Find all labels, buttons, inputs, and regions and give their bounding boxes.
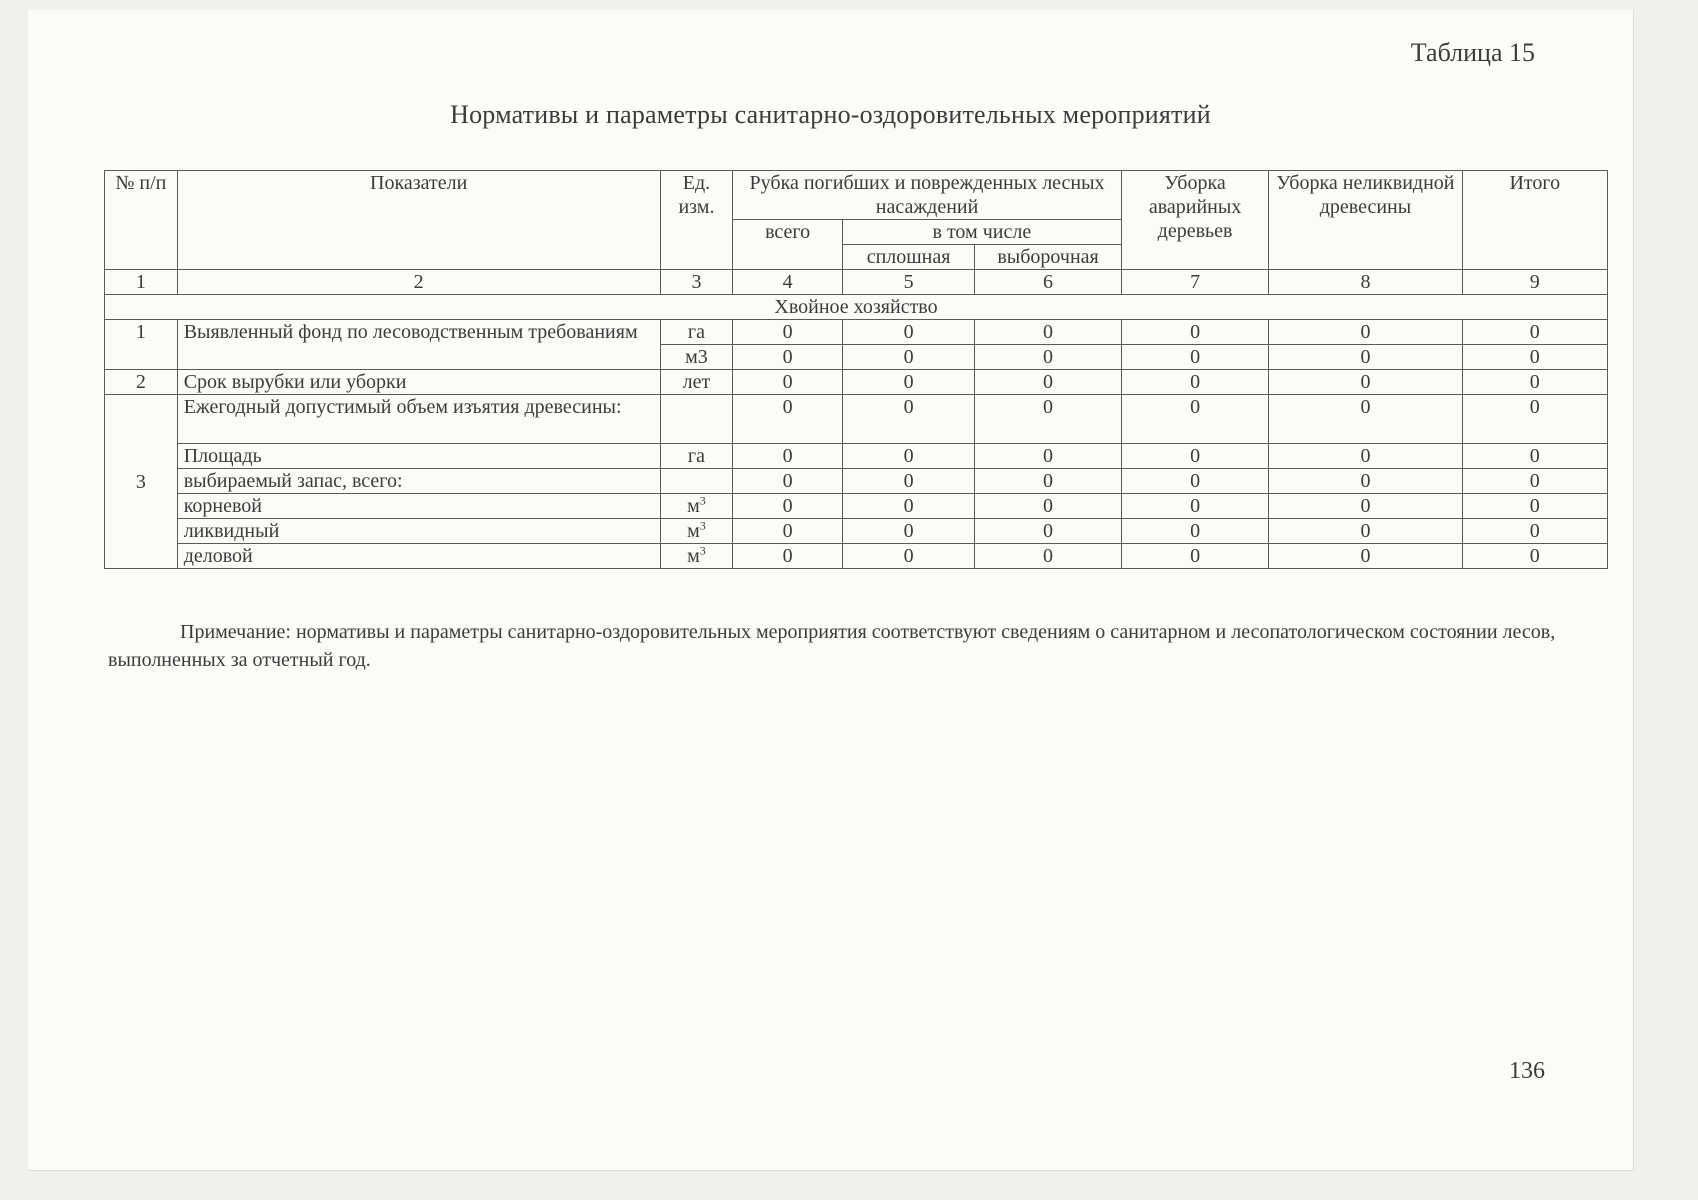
column-number: 8 bbox=[1269, 270, 1462, 295]
table-row bbox=[105, 444, 1608, 469]
row-number: 1 bbox=[105, 320, 178, 370]
column-number: 3 bbox=[660, 270, 733, 295]
value-cell: 0 bbox=[975, 519, 1122, 544]
value-cell: 0 bbox=[975, 320, 1122, 345]
row-indicator: Срок вырубки или уборки bbox=[177, 370, 660, 395]
value-cell: 0 bbox=[842, 544, 974, 569]
row-unit: $м^3$ bbox=[660, 519, 733, 544]
norms-table bbox=[104, 170, 1608, 569]
value-cell: 0 bbox=[1269, 370, 1462, 395]
value-cell: 0 bbox=[733, 494, 843, 519]
value-cell: 0 bbox=[1269, 469, 1462, 494]
value-cell: 0 bbox=[1462, 519, 1607, 544]
value-cell: 0 bbox=[975, 395, 1122, 444]
table-row bbox=[105, 519, 1608, 544]
value-cell: 0 bbox=[975, 370, 1122, 395]
column-number-row bbox=[105, 270, 1608, 295]
value-cell: 0 bbox=[975, 444, 1122, 469]
header-total: всего bbox=[733, 220, 843, 270]
row-unit: лет bbox=[660, 370, 733, 395]
row-unit bbox=[660, 395, 733, 444]
value-cell: 0 bbox=[733, 469, 843, 494]
table-row bbox=[105, 494, 1608, 519]
header-including: в том числе bbox=[842, 220, 1121, 245]
value-cell: 0 bbox=[733, 544, 843, 569]
value-cell: 0 bbox=[842, 519, 974, 544]
value-cell: 0 bbox=[975, 544, 1122, 569]
value-cell: 0 bbox=[842, 320, 974, 345]
value-cell: 0 bbox=[842, 494, 974, 519]
value-cell: 0 bbox=[975, 469, 1122, 494]
value-cell: 0 bbox=[1462, 370, 1607, 395]
header-clear: сплошная bbox=[842, 245, 974, 270]
row-number: 3 bbox=[105, 395, 178, 569]
value-cell: 0 bbox=[1462, 444, 1607, 469]
value-cell: 0 bbox=[1121, 519, 1269, 544]
row-indicator: деловой bbox=[177, 544, 660, 569]
header-illiquid: Уборка неликвидной древесины bbox=[1269, 171, 1462, 270]
table-label: Таблица 15 bbox=[1410, 38, 1535, 67]
value-cell: 0 bbox=[733, 519, 843, 544]
header-unit: Ед. изм. bbox=[660, 171, 733, 270]
value-cell: 0 bbox=[842, 444, 974, 469]
value-cell: 0 bbox=[1269, 395, 1462, 444]
document-title: Нормативы и параметры санитарно-оздоровительных мероприятий bbox=[450, 100, 1211, 129]
row-unit bbox=[660, 469, 733, 494]
header-sum: Итого bbox=[1462, 171, 1607, 270]
table-row bbox=[105, 469, 1608, 494]
value-cell: 0 bbox=[1462, 345, 1607, 370]
column-number: 6 bbox=[975, 270, 1122, 295]
header-emergency: Уборка аварийных деревьев bbox=[1121, 171, 1269, 270]
row-indicator: выбираемый запас, всего: bbox=[177, 469, 660, 494]
value-cell: 0 bbox=[1269, 544, 1462, 569]
value-cell: 0 bbox=[1269, 444, 1462, 469]
value-cell: 0 bbox=[1121, 320, 1269, 345]
row-number: 2 bbox=[105, 370, 178, 395]
value-cell: 0 bbox=[1269, 519, 1462, 544]
row-indicator: Площадь bbox=[177, 444, 660, 469]
value-cell: 0 bbox=[1269, 345, 1462, 370]
value-cell: 0 bbox=[975, 345, 1122, 370]
row-unit: га bbox=[660, 320, 733, 345]
document-page bbox=[28, 10, 1634, 1171]
value-cell: 0 bbox=[1462, 395, 1607, 444]
value-cell: 0 bbox=[1121, 469, 1269, 494]
table-row bbox=[105, 370, 1608, 395]
header-selective: выборочная bbox=[975, 245, 1122, 270]
row-indicator: Выявленный фонд по лесоводственным требованиям bbox=[177, 320, 660, 370]
value-cell: 0 bbox=[733, 444, 843, 469]
row-unit: $м^3$ bbox=[660, 544, 733, 569]
value-cell: 0 bbox=[733, 320, 843, 345]
column-number: 5 bbox=[842, 270, 974, 295]
value-cell: 0 bbox=[1121, 395, 1269, 444]
section-row bbox=[105, 295, 1608, 320]
value-cell: 0 bbox=[733, 395, 843, 444]
row-indicator: Ежегодный допустимый объем изъятия древесины: bbox=[177, 395, 660, 444]
row-unit: $м^3$ bbox=[660, 494, 733, 519]
value-cell: 0 bbox=[842, 345, 974, 370]
value-cell: 0 bbox=[1121, 345, 1269, 370]
column-number: 9 bbox=[1462, 270, 1607, 295]
value-cell: 0 bbox=[1269, 494, 1462, 519]
value-cell: 0 bbox=[1121, 544, 1269, 569]
value-cell: 0 bbox=[733, 345, 843, 370]
header-no: № п/п bbox=[105, 171, 178, 270]
value-cell: 0 bbox=[842, 395, 974, 444]
table-row bbox=[105, 395, 1608, 444]
value-cell: 0 bbox=[1121, 494, 1269, 519]
value-cell: 0 bbox=[733, 370, 843, 395]
row-indicator: ликвидный bbox=[177, 519, 660, 544]
header-indicator: Показатели bbox=[177, 171, 660, 270]
value-cell: 0 bbox=[1462, 469, 1607, 494]
value-cell: 0 bbox=[842, 469, 974, 494]
value-cell: 0 bbox=[1462, 494, 1607, 519]
value-cell: 0 bbox=[1121, 444, 1269, 469]
row-unit: га bbox=[660, 444, 733, 469]
column-number: 4 bbox=[733, 270, 843, 295]
value-cell: 0 bbox=[1121, 370, 1269, 395]
row-indicator: корневой bbox=[177, 494, 660, 519]
value-cell: 0 bbox=[1462, 320, 1607, 345]
row-unit: м3 bbox=[660, 345, 733, 370]
page-number: 136 bbox=[1509, 1058, 1545, 1084]
value-cell: 0 bbox=[1462, 544, 1607, 569]
value-cell: 0 bbox=[1269, 320, 1462, 345]
column-number: 1 bbox=[105, 270, 178, 295]
header-felling: Рубка погибших и поврежденных лесных насаждений bbox=[733, 171, 1121, 220]
value-cell: 0 bbox=[842, 370, 974, 395]
section-title: Хвойное хозяйство bbox=[105, 295, 1608, 320]
table-note: Примечание: нормативы и параметры санитарно-оздоровительных мероприятия соответствуют сведениям о санитарном и лесопатологическом состоянии лесов, выполненных за отчетный год. bbox=[108, 621, 1556, 671]
table-row bbox=[105, 544, 1608, 569]
table-row bbox=[105, 320, 1608, 345]
column-number: 7 bbox=[1121, 270, 1269, 295]
column-number: 2 bbox=[177, 270, 660, 295]
value-cell: 0 bbox=[975, 494, 1122, 519]
